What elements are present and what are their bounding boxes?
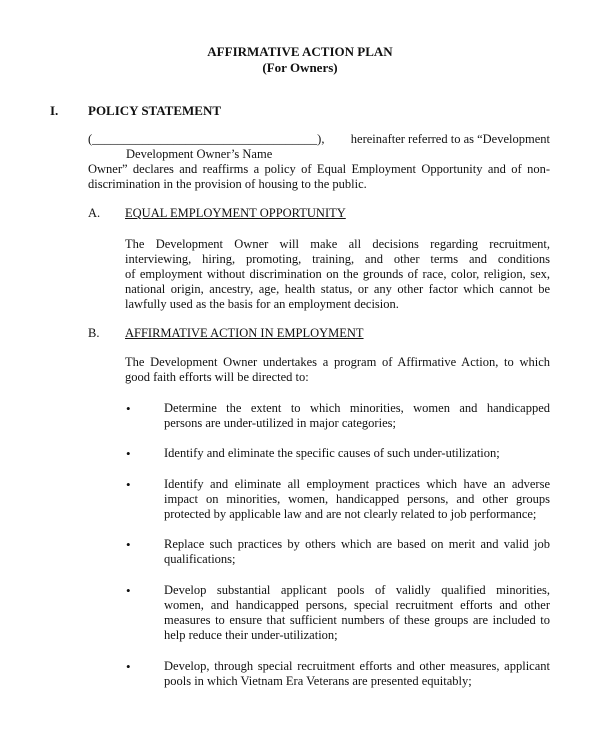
subsection-a-line: The Development Owner will make all decisions regarding recruitment, bbox=[125, 237, 550, 251]
subsection-a-line: interviewing, hiring, promoting, training, and other terms and conditions bbox=[125, 252, 550, 266]
subsection-b-letter: B. bbox=[88, 326, 100, 340]
bullet-line: Determine the extent to which minorities, women and handicapped bbox=[164, 401, 550, 415]
bullet-line: Replace such practices by others which are based on merit and valid job bbox=[164, 537, 550, 551]
subsection-a-line: of employment without discrimination on the grounds of race, color, religion, sex, bbox=[125, 267, 550, 281]
bullet-item-2 bbox=[164, 446, 550, 461]
intro-line-1 bbox=[88, 132, 550, 147]
subsection-b-title: AFFIRMATIVE ACTION IN EMPLOYMENT bbox=[125, 326, 364, 340]
section-number: I. bbox=[50, 103, 59, 118]
bullet-line: pools in which Vietnam Era Veterans are presented equitably; bbox=[164, 674, 472, 688]
subsection-a-line: national origin, ancestry, age, health status, or any other factor which cannot be bbox=[125, 282, 550, 296]
bullet-line: Identify and eliminate all employment practices which have an adverse bbox=[164, 477, 550, 491]
bullet-line: Identify and eliminate the specific causes of such under-utilization; bbox=[164, 446, 500, 460]
bullet-icon: • bbox=[126, 477, 131, 492]
subsection-a-line: lawfully used as the basis for an employment decision. bbox=[125, 297, 399, 311]
subsection-b-paragraph bbox=[125, 355, 550, 385]
bullet-line: qualifications; bbox=[164, 552, 236, 566]
bullet-line: impact on minorities, women, handicapped persons, and other groups bbox=[164, 492, 550, 506]
subsection-b-line: good faith efforts will be directed to: bbox=[125, 370, 309, 384]
bullet-line: women, and handicapped persons, special recruitment efforts and other bbox=[164, 598, 550, 612]
bullet-item-5 bbox=[164, 583, 550, 643]
subsection-b-line: The Development Owner undertakes a program of Affirmative Action, to which bbox=[125, 355, 550, 369]
bullet-item-3 bbox=[164, 477, 550, 522]
bullet-icon: • bbox=[126, 446, 131, 461]
intro-line-3: discrimination in the provision of housing to the public. bbox=[88, 177, 367, 191]
bullet-icon: • bbox=[126, 401, 131, 416]
bullet-item-4 bbox=[164, 537, 550, 567]
bullet-line: Develop substantial applicant pools of validly qualified minorities, bbox=[164, 583, 550, 597]
owner-name-blank: (____________________________________), bbox=[88, 132, 325, 146]
bullet-icon: • bbox=[126, 537, 131, 552]
intro-paragraph bbox=[88, 132, 550, 147]
bullet-line: persons are under-utilized in major categories; bbox=[164, 416, 396, 430]
bullet-line: help reduce their under-utilization; bbox=[164, 628, 338, 642]
bullet-line: measures to ensure that sufficient numbers of these groups are included to bbox=[164, 613, 550, 627]
document-title: AFFIRMATIVE ACTION PLAN bbox=[207, 44, 393, 59]
bullet-item-1 bbox=[164, 401, 550, 431]
bullet-icon: • bbox=[126, 659, 131, 674]
bullet-line: protected by applicable law and are not clearly related to job performance; bbox=[164, 507, 537, 521]
intro-line-1-text: hereinafter referred to as “Development bbox=[350, 132, 550, 146]
bullet-line: Develop, through special recruitment efforts and other measures, applicant bbox=[164, 659, 550, 673]
document-header bbox=[0, 44, 600, 76]
subsection-a-title: EQUAL EMPLOYMENT OPPORTUNITY bbox=[125, 206, 346, 220]
owner-name-label: Development Owner’s Name bbox=[126, 147, 273, 161]
subsection-a-paragraph bbox=[125, 237, 550, 312]
section-title: POLICY STATEMENT bbox=[88, 103, 222, 118]
subsection-a-letter: A. bbox=[88, 206, 101, 220]
document-subtitle: (For Owners) bbox=[262, 60, 338, 75]
intro-paragraph-cont bbox=[88, 162, 550, 192]
intro-line-2: Owner” declares and reaffirms a policy of Equal Employment Opportunity and of non- bbox=[88, 162, 550, 176]
bullet-item-6 bbox=[164, 659, 550, 689]
bullet-icon: • bbox=[126, 583, 131, 598]
